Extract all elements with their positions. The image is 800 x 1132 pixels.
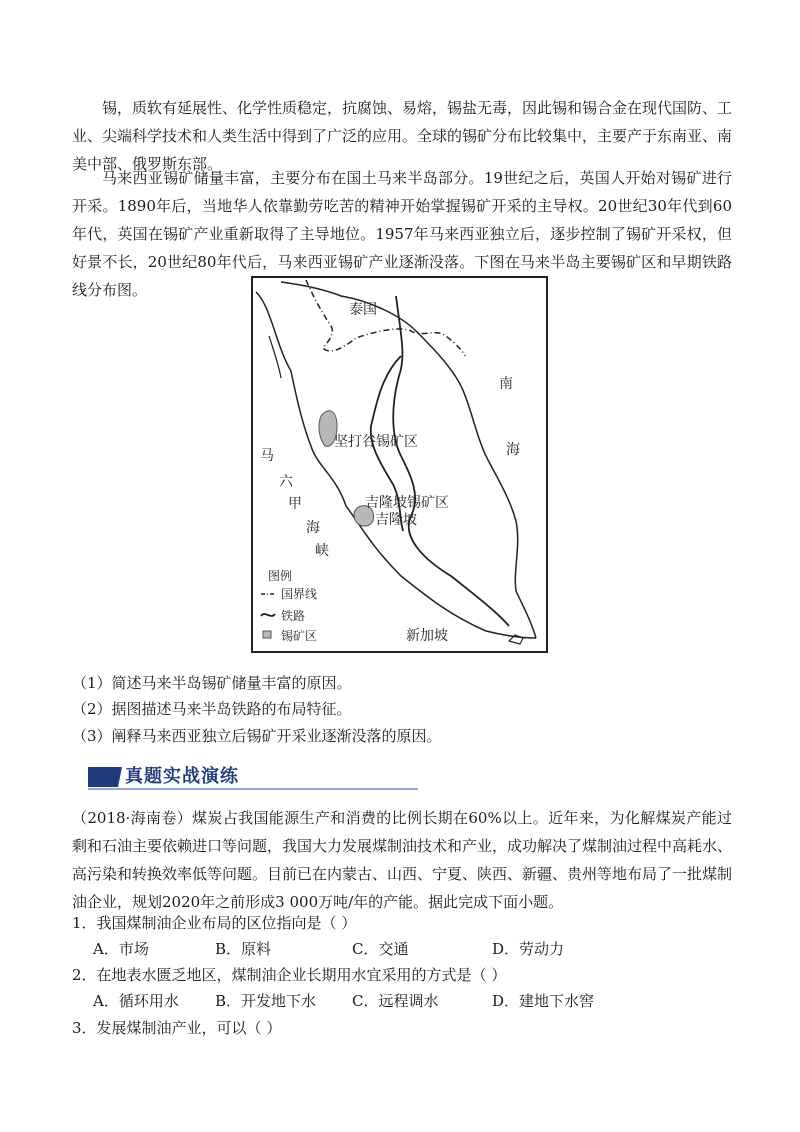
label-malacca-3: 甲 [288,496,302,512]
mc1-options [93,936,564,962]
mc2-option-d[interactable]: D．建地下水窖 [492,992,595,1010]
map-figure [251,276,548,653]
label-malacca-4: 海 [306,520,320,536]
question-3: （3）阐释马来西亚独立后锡矿开采业逐渐没落的原因。 [72,727,442,745]
mc1-option-a[interactable]: A．市场 [93,940,149,958]
legend-title: 图例 [268,569,293,583]
label-thailand: 泰国 [349,302,377,318]
mc3-stem: 3．发展煤制油产业，可以（ ） [72,1019,282,1037]
label-kl: 吉隆坡 [375,512,417,528]
label-kinta: 坚打谷锡矿区 [334,434,418,450]
label-sea-1: 海 [506,442,520,458]
question-2: （2）据图描述马来半岛铁路的布局特征。 [72,700,352,718]
legend-border: 国界线 [281,587,318,601]
label-malacca-5: 峡 [315,543,329,559]
label-kl-area: 吉隆坡锡矿区 [365,495,449,511]
mc2-options [93,988,594,1014]
intro-paragraph-1: 锡，质软有延展性、化学性质稳定，抗腐蚀、易熔，锡盐无毒，因此锡和锡合金在现代国防、工业、尖端科学技术和人类生活中得到了广泛的应用。全球的锡矿分布比较集中，主要产于东南亚、南美中部、俄罗斯东部。 [72,99,733,173]
legend-tin-symbol [263,631,271,638]
legend-railway: 铁路 [281,609,306,623]
label-malacca-2: 六 [279,474,293,490]
mc1-option-d[interactable]: D．劳动力 [492,940,565,958]
mc1-stem: 1．我国煤制油企业布局的区位指向是（ ） [72,914,357,932]
section-title: 真题实战演练 [125,766,239,787]
mc1-option-b[interactable]: B．原料 [215,940,272,958]
legend-tin: 锡矿区 [281,629,318,643]
mc1-option-c[interactable]: C．交通 [352,940,409,958]
mc2-option-a[interactable]: A．循环用水 [93,992,179,1010]
intro-paragraph-2: 马来西亚锡矿储量丰富，主要分布在国土马来半岛部分。19世纪之后，英国人开始对锡矿进行开采。1890年后，当地华人依靠勤劳吃苦的精神开始掌握锡矿开采的主导权。20世纪30年代到60年代，英国在锡矿产业重新取得了主导地位。1957年马来西亚独立后，逐步控制了锡矿开采权，但好景不长，20世纪80年代后，马来西亚锡矿产业逐渐没落。下图在马来半岛主要锡矿区和早期铁路线分布图。 [72,169,732,299]
label-singapore: 新加坡 [406,628,448,644]
mc2-option-c[interactable]: C．远程调水 [352,992,439,1010]
label-south-1: 南 [499,376,513,392]
question-1: （1）简述马来半岛锡矿储量丰富的原因。 [72,674,352,692]
label-malacca-1: 马 [260,448,274,464]
mc2-stem: 2．在地表水匮乏地区，煤制油企业长期用水宜采用的方式是（ ） [72,966,507,984]
mc2-option-b[interactable]: B．开发地下水 [215,992,317,1010]
coal-intro: （2018·海南卷）煤炭占我国能源生产和消费的比例长期在60%以上。近年来，为化解煤炭产能过剩和石油主要依赖进口等问题，我国大力发展煤制油技术和产业，成功解决了煤制油过程中高耗水、高污染和转换效率低等问题。目前已在内蒙古、山西、宁夏、陕西、新疆、贵州等地布局了一批煤制油企业，规划2020年之前形成3 000万吨/年的产能。据此完成下面小题。 [72,809,733,911]
